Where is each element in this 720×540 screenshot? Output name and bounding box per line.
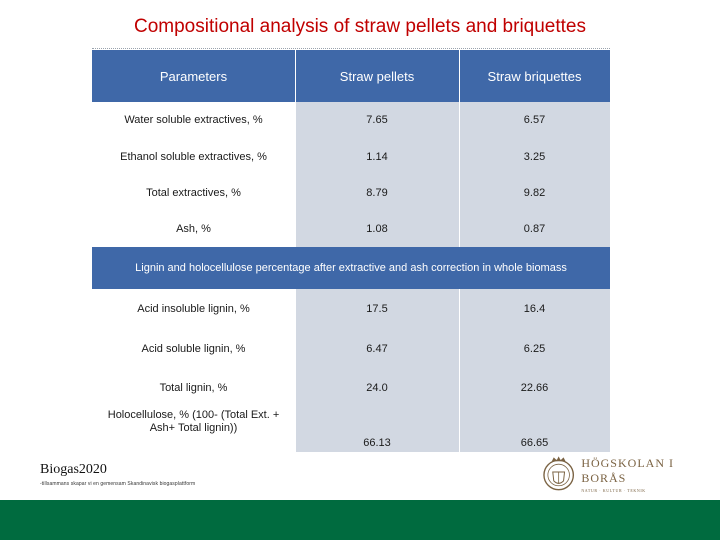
footer-bar bbox=[0, 500, 720, 540]
parameter-cell: Holocellulose, % (100- (Total Ext. + Ash+ Total lignin)) bbox=[92, 407, 295, 452]
biogas2020-name: Biogas2020 bbox=[40, 462, 107, 477]
header-parameters: Parameters bbox=[92, 50, 295, 102]
column-divider bbox=[295, 50, 296, 247]
pellets-value: 66.13 bbox=[295, 407, 459, 452]
briquettes-value: 0.87 bbox=[459, 211, 610, 247]
briquettes-value: 3.25 bbox=[459, 139, 610, 175]
briquettes-value: 22.66 bbox=[459, 369, 610, 407]
column-divider bbox=[295, 289, 296, 452]
table-row bbox=[92, 329, 610, 369]
slide-title: Compositional analysis of straw pellets and briquettes bbox=[133, 16, 586, 37]
biogas2020-tagline: -tillsammans skapar vi en gemensam Skandinavisk biogasplattform bbox=[40, 481, 196, 487]
parameter-cell: Ash, % bbox=[92, 211, 295, 247]
table-row bbox=[92, 102, 610, 139]
pellets-value: 8.79 bbox=[295, 175, 459, 211]
section-heading: Lignin and holocellulose percentage after extractive and ash correction in whole biomass bbox=[92, 247, 610, 289]
briquettes-value: 9.82 bbox=[459, 175, 610, 211]
pellets-value: 24.0 bbox=[295, 369, 459, 407]
table-row bbox=[92, 289, 610, 329]
briquettes-value: 6.57 bbox=[459, 102, 610, 139]
parameter-cell: Water soluble extractives, % bbox=[92, 102, 295, 139]
table-row bbox=[92, 175, 610, 211]
table-row bbox=[92, 211, 610, 247]
pellets-value: 7.65 bbox=[295, 102, 459, 139]
header-straw-briquettes: Straw briquettes bbox=[459, 50, 610, 102]
table-header-row bbox=[92, 50, 610, 102]
hogskolan-subline: NATUR · KULTUR · TEKNIK bbox=[581, 487, 646, 493]
title-divider bbox=[92, 48, 610, 49]
column-divider bbox=[459, 50, 460, 247]
hogskolan-boras-logo bbox=[542, 455, 720, 493]
column-divider bbox=[459, 289, 460, 452]
pellets-value: 1.08 bbox=[295, 211, 459, 247]
header-straw-pellets: Straw pellets bbox=[295, 50, 459, 102]
pellets-value: 1.14 bbox=[295, 139, 459, 175]
table-row bbox=[92, 369, 610, 407]
parameter-cell: Acid soluble lignin, % bbox=[92, 329, 295, 369]
parameter-cell: Total extractives, % bbox=[92, 175, 295, 211]
briquettes-value: 16.4 bbox=[459, 289, 610, 329]
parameter-cell: Acid insoluble lignin, % bbox=[92, 289, 295, 329]
parameter-cell: Ethanol soluble extractives, % bbox=[92, 139, 295, 175]
table-row bbox=[92, 407, 610, 452]
hogskolan-wordmark: HÖGSKOLAN I BORÅS bbox=[581, 455, 674, 485]
parameter-cell: Total lignin, % bbox=[92, 369, 295, 407]
briquettes-value: 66.65 bbox=[459, 407, 610, 452]
table-row bbox=[92, 139, 610, 175]
briquettes-value: 6.25 bbox=[459, 329, 610, 369]
pellets-value: 6.47 bbox=[295, 329, 459, 369]
crest-icon bbox=[542, 455, 575, 493]
pellets-value: 17.5 bbox=[295, 289, 459, 329]
biogas2020-logo bbox=[40, 462, 195, 487]
